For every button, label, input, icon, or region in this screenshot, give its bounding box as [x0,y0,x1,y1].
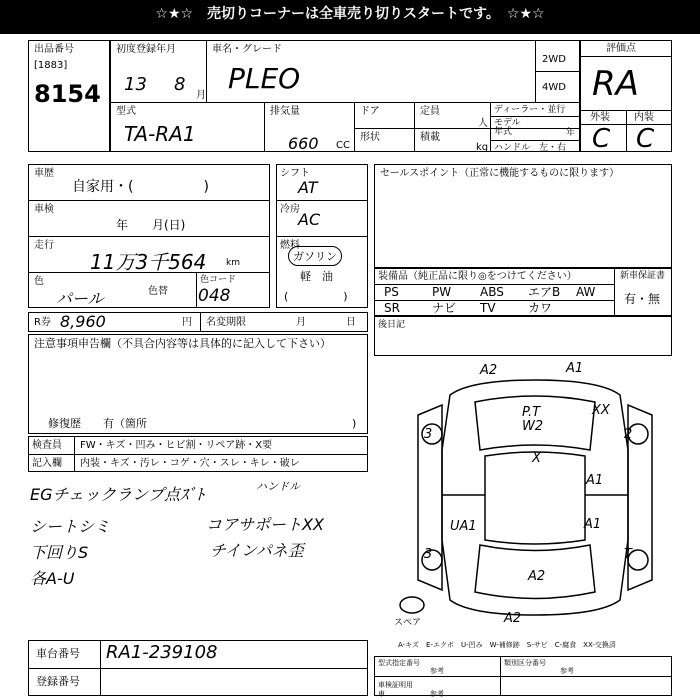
reg-label: 登録番号 [36,675,80,688]
first-reg-label: 初度登録年月 [116,44,176,55]
equipment-item: PW [432,285,452,299]
damage-mark: X [532,451,541,466]
car-label: 車 [378,690,385,698]
color-change-label: 色替 [148,286,168,297]
spare-label: スペア [394,618,422,628]
damage-mark: 3 [424,547,433,562]
fw-line: FW・キズ・凹み・ヒビ割・リペア跡・X要 [80,440,273,451]
r-value: 8,960 [60,312,106,331]
chassis-value: RA1-239108 [106,642,218,663]
lot-label: 出品番号 [34,44,74,55]
door-label: ドア [360,106,380,117]
banner: ☆★☆ 売切りコーナーは全車売り切りスタートです。 ☆★☆ [0,0,700,34]
int-line: 内装・キズ・汚レ・コゲ・穴・スレ・キレ・破レ [80,458,300,469]
drive-2wd: 2WD [542,54,566,65]
inspection-value: 年 月(日) [116,218,186,232]
category-label: 類別区分番号 [504,659,546,667]
model-desig-label: 型式指定番号 [378,659,420,667]
selling-points-box [374,164,672,268]
shift-value: AT [298,178,318,197]
day-label: 日 [346,317,356,328]
inspection-label: 車検 [34,204,54,215]
shift-label: シフト [280,168,310,179]
chassis-label: 車台番号 [36,647,80,660]
color-code-value: 048 [198,286,231,306]
equipment-label: 装備品（純正品に限り◎をつけてください） [378,271,577,282]
rating-label: 評価点 [606,43,636,54]
handwritten-note: EGチェックランプ点ｽﾞﾄ [30,485,205,504]
equipment-item: TV [480,301,496,315]
name-change-label: 名変期限 [206,317,246,328]
handwritten-note: シートシミ [30,517,111,536]
load-label: 積載 [420,132,440,143]
km-unit: km [226,258,240,268]
damage-mark: T [624,547,632,562]
shape-label: 形状 [360,132,380,143]
yen-unit: 円 [182,317,192,328]
damage-mark: A2 [504,611,522,626]
exterior-label: 外装 [590,112,610,123]
dealer-label: ディーラー・並行 [494,105,566,115]
equipment-item: ABS [480,285,504,299]
ref-3: 参考 [430,690,444,698]
equipment-item: AW [576,285,596,299]
handwritten-note: 下回りS [30,543,89,562]
fuel-paren: ( ) [284,290,348,303]
damage-mark: 3 [424,427,433,442]
mileage-value: 11万3千564 [90,250,207,274]
interior-value: C [636,124,655,154]
history-value: 自家用・( ) [72,179,209,195]
model-label: 型式 [116,106,136,117]
interior-label: 内装 [634,112,654,123]
report-label: 注意事項申告欄（不具合内容等は具体的に記入して下さい） [34,337,331,350]
displacement-value: 660 [288,134,319,153]
equipment-item: PS [384,285,399,299]
repair-close: ) [352,417,357,430]
handle-note: ハンドル [256,480,300,493]
rear-label: 後日記 [378,320,406,330]
damage-mark: P.T W2 [522,405,544,434]
capacity-label: 定員 [420,106,440,117]
equipment-item: ナビ [432,301,457,315]
damage-mark: A1 [566,361,584,376]
damage-mark: UA1 [450,519,477,534]
month-unit: 月 [196,90,206,101]
equipment-item: エアB [528,285,561,299]
selling-points-label: セールスポイント（正常に機能するものに限ります） [380,168,620,179]
ac-value: AC [298,210,321,229]
fuel-label: 燃料 [280,240,300,251]
damage-mark: 2 [624,427,633,442]
ref-1: 参考 [430,667,444,675]
r-label: R券 [34,317,51,328]
displacement-label: 排気量 [270,106,300,117]
drive-4wd: 4WD [542,82,566,93]
ac-label: 冷房 [280,204,300,215]
month-label: 月 [296,317,306,328]
color-code-label: 色コード [200,275,237,285]
handwritten-note: 各A-U [30,569,75,588]
year-unit: 年 [566,128,576,138]
handwritten-note-right: チインパネ歪 [210,541,304,560]
car-name-label: 車名・グレード [212,44,282,55]
handwritten-note-right: コアサポートXX [206,515,324,534]
warranty-label: 新車保証書 [620,271,666,281]
rating-value: RA [592,64,639,104]
exterior-value: C [592,124,611,154]
person-unit: 人 [478,118,488,129]
ref-2: 参考 [560,667,574,675]
inspector-label: 検査員 [32,440,62,451]
fuel-alt: 軽 油 [300,270,333,283]
first-reg-month: 8 [174,74,186,95]
color-value: パール [56,289,104,308]
handle-label: ハンドル 左・右 [494,143,567,153]
kg-unit: kg [476,142,489,153]
entry-label: 記入欄 [32,458,62,469]
warranty-value: 有・無 [624,292,661,306]
model-year-label: モデル 年式 [494,118,521,137]
repair-label: 修復歴 有（箇所 [48,417,147,430]
equipment-item: SR [384,301,400,315]
damage-mark: A1 [584,517,602,532]
first-reg-year: 13 [124,74,147,95]
cc-unit: CC [336,140,350,151]
lot-number: 8154 [34,80,101,108]
fuel-value: ガソリン [288,246,342,266]
model-value: TA-RA1 [124,122,196,146]
color-label: 色 [34,276,44,287]
car-diagram [390,360,680,635]
car-name: PLEO [228,62,301,95]
mileage-label: 走行 [34,240,54,251]
cert-label: 車検証明用 [378,681,413,689]
equipment-item: カワ [528,301,553,315]
damage-mark: XX [592,403,610,418]
damage-mark: A2 [528,569,546,584]
damage-mark: A2 [480,363,498,378]
lot-sub: [1883] [34,60,68,71]
history-label: 車歴 [34,168,54,179]
rear-box [374,316,672,356]
damage-mark: A1 [586,473,604,488]
diagram-legend: A-キズ E-エクボ U-凹み W-補修跡 S-サビ C-腐食 XX-交換済 [398,641,616,649]
